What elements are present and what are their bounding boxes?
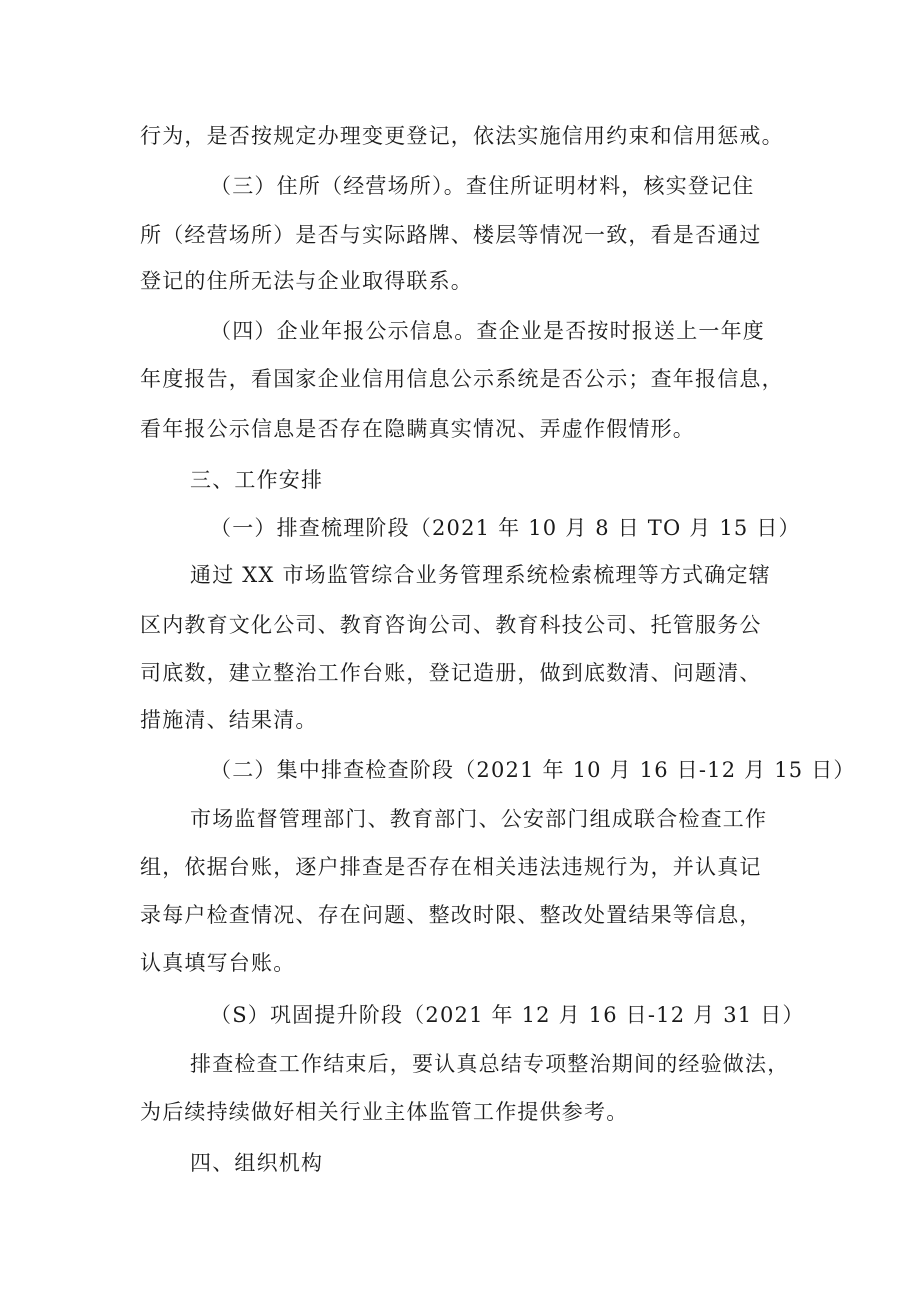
subsection-heading-1: （一）排查梳理阶段（2021 年 10 月 8 日 TO 月 15 日）	[210, 516, 801, 540]
text-line-16: 排查检查工作结束后，要认真总结专项整治期间的经验做法，	[190, 1052, 790, 1076]
text-line-7: 看年报公示信息是否存在隐瞒真实情况、弄虚作假情形。	[140, 417, 695, 441]
text-line-12: 市场监督管理部门、教育部门、公安部门组成联合检查工作	[190, 807, 768, 831]
text-line-3: 所（经营场所）是否与实际路牌、楼层等情况一致，看是否通过	[140, 223, 762, 247]
subsection-heading-2: （二）集中排查检查阶段（2021 年 10 月 16 日-12 月 15 日）	[210, 758, 856, 782]
subsection-heading-3: （S）巩固提升阶段（2021 年 12 月 16 日-12 月 31 日）	[210, 1003, 805, 1027]
section-heading-3: 三、工作安排	[190, 468, 324, 492]
text-line-11: 措施清、结果清。	[140, 708, 318, 732]
text-line-2: （三）住所（经营场所）。查住所证明材料，核实登记住	[210, 174, 755, 198]
text-line-4: 登记的住所无法与企业取得联系。	[140, 269, 473, 293]
section-heading-4: 四、组织机构	[190, 1151, 324, 1175]
text-line-5: （四）企业年报公示信息。查企业是否按时报送上一年度	[210, 319, 765, 343]
text-line-17: 为后续持续做好相关行业主体监管工作提供参考。	[140, 1100, 629, 1124]
text-line-13: 组，依据台账，逐户排查是否存在相关违法违规行为，并认真记	[140, 855, 762, 879]
text-line-9: 区内教育文化公司、教育咨询公司、教育科技公司、托管服务公	[140, 613, 762, 637]
text-line-10: 司底数，建立整治工作台账，登记造册，做到底数清、问题清、	[140, 661, 762, 685]
text-line-15: 认真填写台账。	[140, 951, 296, 975]
text-line-14: 录每户检查情况、存在问题、整改时限、整改处置结果等信息，	[140, 903, 762, 927]
text-line-1: 行为，是否按规定办理变更登记，依法实施信用约束和信用惩戒。	[140, 124, 784, 148]
text-line-8: 通过 XX 市场监管综合业务管理系统检索梳理等方式确定辖	[190, 563, 771, 587]
text-line-6: 年度报告，看国家企业信用信息公示系统是否公示；查年报信息，	[140, 367, 784, 391]
